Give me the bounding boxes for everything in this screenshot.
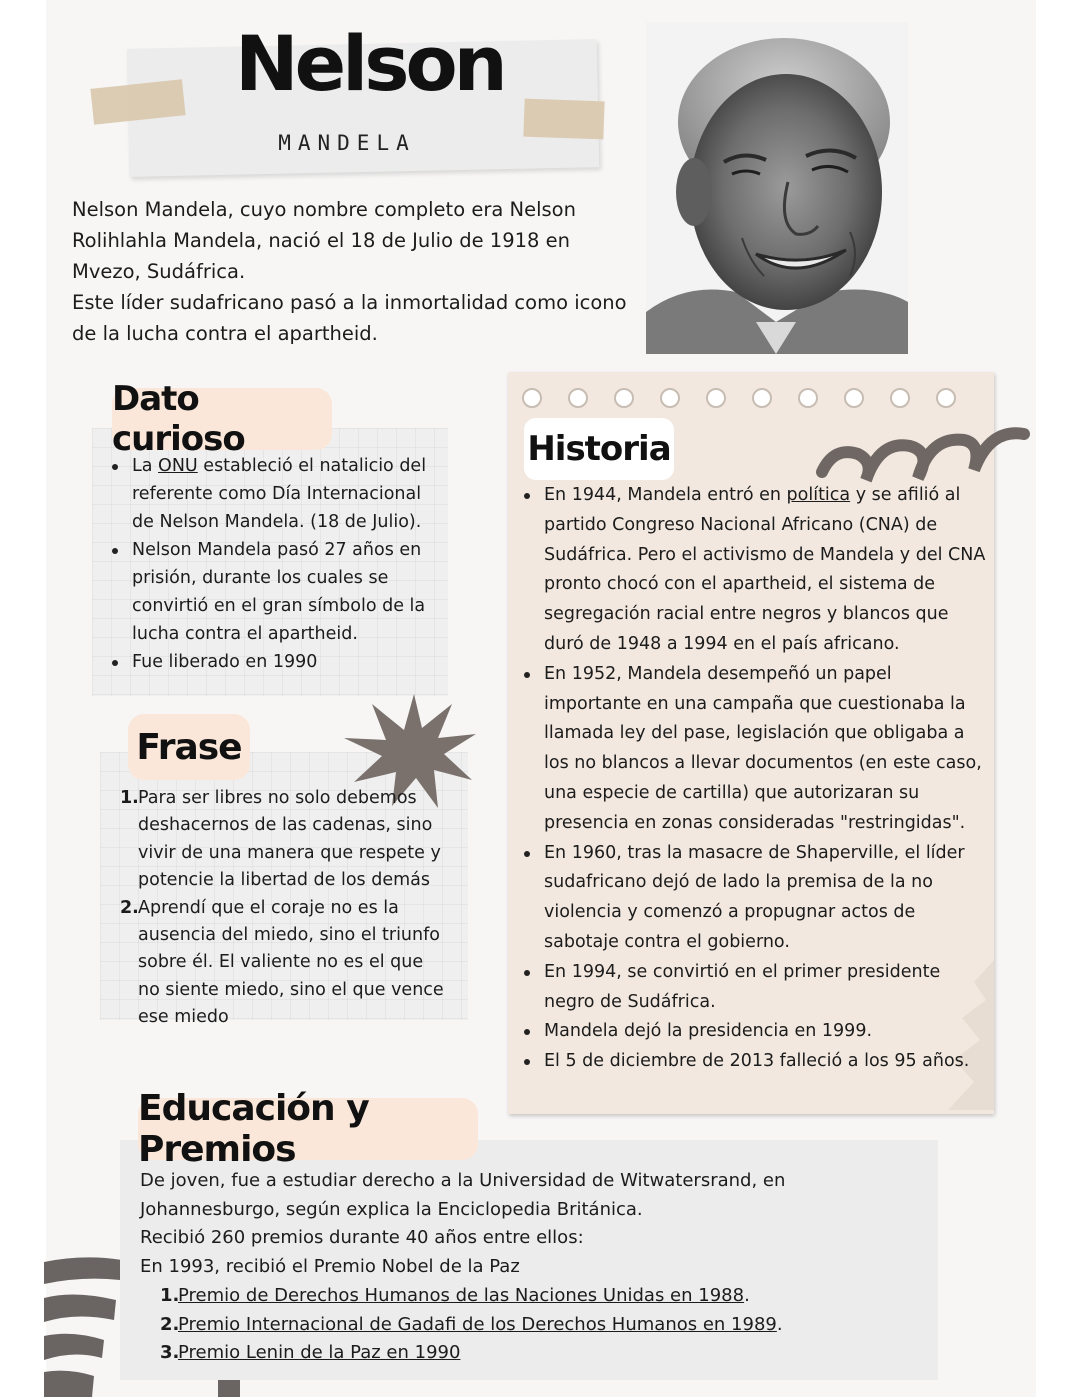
dato-curioso-heading	[112, 379, 332, 459]
scribble-decoration	[814, 418, 1036, 490]
award-link[interactable]: Premio Internacional de Gadafi de los Derechos Humanos en 1989	[178, 1313, 777, 1335]
award-item	[160, 1339, 900, 1368]
frase-list	[118, 785, 448, 1032]
educacion-line: Recibió 260 premios durante 40 años entre ellos:	[140, 1227, 584, 1249]
award-tail: .	[744, 1284, 750, 1306]
quote-number: 1.	[120, 788, 139, 808]
list-item-text: En 1944, Mandela entró en	[544, 485, 787, 505]
notepad-binding-holes	[508, 372, 994, 416]
list-item-text: estableció el natalicio del referente como Día Internacional de Nelson Mandela. (18 de Julio).	[132, 456, 427, 532]
politica-link[interactable]: política	[786, 485, 851, 505]
educacion-line: En 1993, recibió el Premio Nobel de la Paz	[140, 1256, 520, 1278]
award-number: 2.	[160, 1313, 180, 1335]
historia-heading	[524, 418, 674, 480]
list-item	[544, 481, 990, 660]
educacion-line: De joven, fue a estudiar derecho a la Universidad de Witwatersrand, en Johannesburgo, según explica la Enciclopedia Británica.	[140, 1170, 786, 1220]
quote-item	[120, 785, 448, 895]
quote-item	[120, 895, 448, 1032]
award-link[interactable]: Premio Lenin de la Paz en 1990	[178, 1342, 461, 1364]
mandela-portrait	[646, 22, 908, 354]
brush-stroke-decoration	[218, 1380, 240, 1397]
intro-text	[72, 194, 642, 349]
frase-heading	[128, 714, 250, 780]
award-number: 3.	[160, 1342, 180, 1364]
list-item: Fue liberado en 1990	[132, 648, 438, 676]
award-item	[160, 1311, 900, 1340]
dato-curioso-heading-text: Dato curioso	[112, 379, 245, 459]
educacion-text	[140, 1167, 900, 1368]
list-item: Nelson Mandela pasó 27 años en prisión, durante los cuales se convirtió en el gran símbolo de la lucha contra el apartheid.	[132, 536, 438, 648]
list-item: En 1952, Mandela desempeñó un papel importante en una campaña que cuestionaba la llamada ley del pase, legislación que obligaba a los no blancos a llevar documentos (en este caso, una especie de cartilla) que autorizaran su presencia en zonas consideradas "restringidas".	[544, 660, 990, 839]
list-item: En 1960, tras la masacre de Shaperville, el líder sudafricano dejó de lado la premisa de la no violencia y comenzó a propugnar actos de sabotaje contra el gobierno.	[544, 839, 990, 958]
quote-number: 2.	[120, 897, 139, 918]
page-title: Nelson	[235, 19, 504, 108]
educacion-heading	[138, 1088, 478, 1170]
page-subtitle: MANDELA	[278, 131, 416, 155]
award-number: 1.	[160, 1284, 180, 1306]
educacion-heading-text: Educación y Premios	[138, 1088, 369, 1170]
quote-text: Para ser libres no solo debemos deshacernos de las cadenas, sino vivir de una manera que respete y potencie la libertad de los demás	[138, 788, 441, 891]
list-item: En 1994, se convirtió en el primer presidente negro de Sudáfrica.	[544, 958, 990, 1018]
dato-curioso-list	[108, 452, 438, 676]
onu-link[interactable]: ONU	[158, 456, 198, 476]
quote-text: Aprendí que el coraje no es la ausencia del miedo, sino el triunfo sobre él. El valiente no es el que no siente miedo, sino el que vence ese miedo	[138, 897, 444, 1028]
list-item: El 5 de diciembre de 2013 falleció a los 95 años.	[544, 1047, 990, 1077]
list-item-text: y se afilió al partido Congreso Nacional Africano (CNA) de Sudáfrica. Pero el activismo de Mandela y del CNA pronto chocó con el apartheid, el sistema de segregación racial entre negros y blancos que duró de 1948 a 1994 en el país africano.	[544, 485, 986, 654]
list-item	[132, 452, 438, 536]
intro-paragraph: Nelson Mandela, cuyo nombre completo era Nelson Rolihlahla Mandela, nació el 18 de Julio de 1918 en Mvezo, Sudáfrica.	[72, 198, 576, 283]
award-item	[160, 1282, 900, 1311]
historia-list	[520, 481, 990, 1077]
intro-paragraph: Este líder sudafricano pasó a la inmortalidad como icono de la lucha contra el apartheid.	[72, 291, 627, 345]
historia-heading-text: Historia	[527, 429, 671, 469]
list-item-text: La	[132, 456, 159, 476]
tape-decoration	[523, 99, 604, 140]
award-link[interactable]: Premio de Derechos Humanos de las Naciones Unidas en 1988	[178, 1284, 745, 1306]
brush-stroke-decoration	[44, 1250, 124, 1397]
list-item: Mandela dejó la presidencia en 1999.	[544, 1017, 990, 1047]
portrait-sketch	[646, 22, 908, 354]
frase-heading-text: Frase	[136, 726, 242, 768]
award-tail: .	[776, 1313, 783, 1335]
